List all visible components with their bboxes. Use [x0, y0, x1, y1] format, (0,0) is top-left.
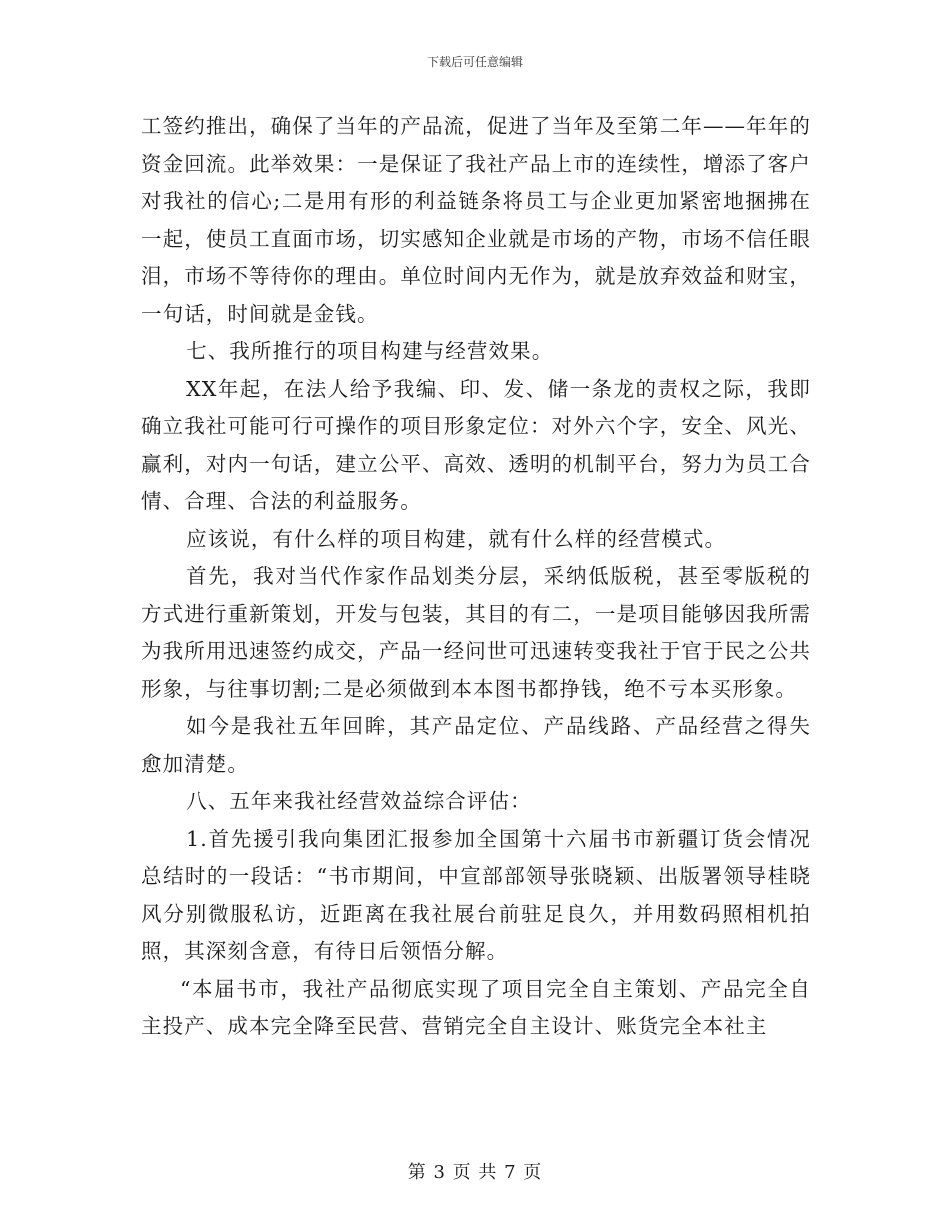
page-header-note: 下载后可任意编辑	[426, 55, 523, 69]
paragraph-first-strategy: 首先，我对当代作家作品划类分层，采纳低版税，甚至零版税的方式进行重新策划，开发与包装，其目的有二，一是项目能够因我所需为我所用迅速签约成交，产品一经问世可迅速转变我社于官于民之公共形象，与往事切割;二是必须做到本本图书都挣钱，绝不亏本买形象。	[141, 564, 811, 701]
page-number-footer: 第 3 页 共 7 页	[407, 1162, 543, 1183]
document-body	[141, 108, 811, 1046]
paragraph-business-model: 应该说，有什么样的项目构建，就有什么样的经营模式。	[186, 526, 727, 551]
paragraph-positioning: XX年起，在法人给予我编、印、发、储一条龙的责权之际，我即确立我社可能可行可操作的项目形象定位：对外六个字，安全、风光、赢利，对内一句话，建立公平、高效、透明的机制平台，努力为员工合情、合理、合法的利益服务。	[141, 376, 811, 513]
paragraph-quote: “本届书市，我社产品彻底实现了项目完全自主策划、产品完全自主投产、成本完全降至民营、营销完全自主设计、账货完全本社主	[141, 976, 811, 1038]
section-heading-8: 八、五年来我社经营效益综合评估：	[186, 789, 532, 813]
paragraph-item-1: 1.首先援引我向集团汇报参加全国第十六届书市新疆订货会情况总结时的一段话：“书市期间，中宣部部领导张晓颖、出版署领导桂晓风分别微服私访，近距离在我社展台前驻足良久，并用数码照相机拍照，其深刻含意，有待日后领悟分解。	[141, 826, 811, 963]
section-heading-7: 七、我所推行的项目构建与经营效果。	[186, 339, 554, 363]
paragraph-continuation: 工签约推出，确保了当年的产品流，促进了当年及至第二年——年年的资金回流。此举效果：一是保证了我社产品上市的连续性，增添了客户对我社的信心;二是用有形的利益链条将员工与企业更加紧密地捆拂在一起，使员工直面市场，切实感知企业就是市场的产物，市场不信任眼泪，市场不等待你的理由。单位时间内无作为，就是放弃效益和财宝，一句话，时间就是金钱。	[141, 114, 811, 326]
paragraph-review: 如今是我社五年回眸，其产品定位、产品线路、产品经营之得失愈加清楚。	[141, 714, 811, 776]
